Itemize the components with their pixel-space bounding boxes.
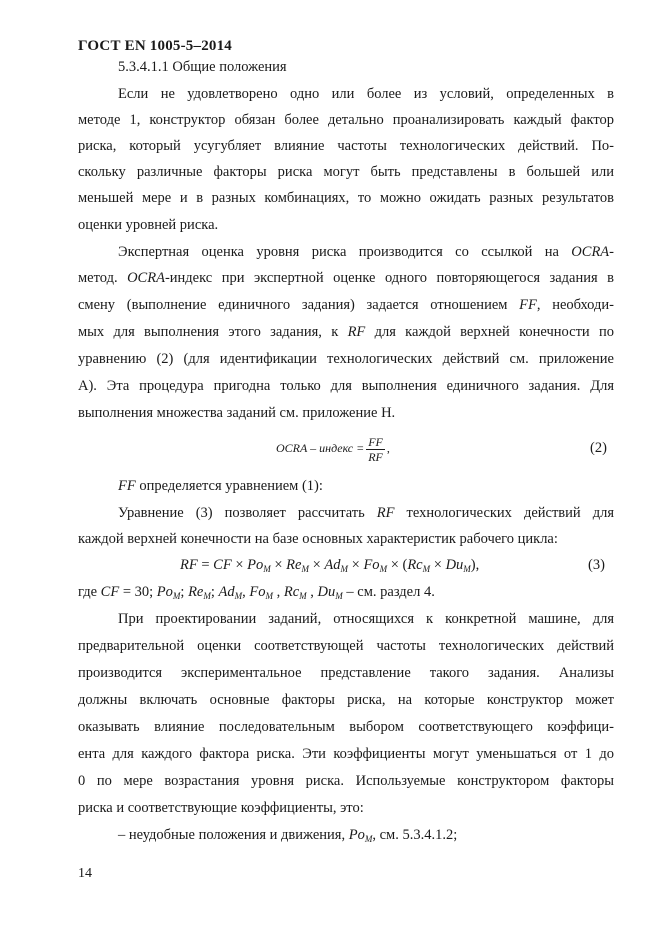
paragraph4-line: предварительной оценки соответствующей частоты технологических действий xyxy=(78,638,614,654)
list-dash: – xyxy=(118,827,126,843)
equation-3-number: (3) xyxy=(588,557,605,573)
page-number: 14 xyxy=(78,866,92,881)
section-heading: 5.3.4.1.1 Общие положения xyxy=(118,59,287,75)
paragraph2-line: выполнения множества заданий см. приложение Н. xyxy=(78,405,396,421)
paragraph4-line: производится экспериментальное представление такого задания. Анализы xyxy=(78,665,614,681)
paragraph3-line: каждой верхней конечности на базе основных характеристик рабочего цикла: xyxy=(78,531,558,547)
paragraph2-line: Экспертная оценка уровня риска производится со ссылкой на OCRA- xyxy=(118,244,614,260)
paragraph2-line: А). Эта процедура пригодна только для выполнения единичного задания. Для xyxy=(78,378,614,394)
equation-3: RF = CF × $Po_M \times Re_M \times Ad_M \times Fo_M \times (Rc_M \times Du_M)$, xyxy=(180,557,480,574)
document-header: ГОСТ EN 1005-5–2014 xyxy=(78,38,232,54)
paragraph1-line: оценки уровней риска. xyxy=(78,217,219,233)
paragraph1-line: меньшей мере и в разных комбинациях, то можно ожидать разных результатов xyxy=(78,190,614,206)
paragraph2-line: мых для выполнения этого задания, к RF для каждой верхней конечности по xyxy=(78,324,614,340)
paragraph4-line: ента для каждого фактора риска. Эти коэффициенты могут уменьшаться от 1 до xyxy=(78,746,614,762)
equation-2-number: (2) xyxy=(590,440,607,456)
paragraph1-line: Если не удовлетворено одно или более из условий, определенных в xyxy=(118,86,614,102)
list-item: – неудобные положения и движения, $Po_M$, см. 5.3.4.1.2; xyxy=(118,827,458,844)
paragraph1-line: методе 1, конструктор обязан более детально проанализировать каждый фактор xyxy=(78,112,614,128)
ff-definition: FF определяется уравнением (1): xyxy=(118,478,323,494)
equation-2-fraction: $\frac{FF}{RF}$ xyxy=(368,434,383,464)
paragraph4-line: должны включать основные факторы риска, на которые конструктор может xyxy=(78,692,614,708)
paragraph1-line: скольку различные факторы риска могут быть представлены в большей или xyxy=(78,164,614,180)
paragraph1-line: риска, который усугубляет влияние частоты технологических действий. По- xyxy=(78,138,614,154)
paragraph2-line: смену (выполнение единичного задания) задается отношением FF, необходи- xyxy=(78,297,614,313)
equation-2: OCRA – индекс = $\frac{FF}{RF}$ , xyxy=(276,434,390,464)
paragraph3-line: Уравнение (3) позволяет рассчитать RF технологических действий для xyxy=(118,505,614,521)
paragraph4-line: 0 по мере возрастания уровня риска. Используемые конструктором факторы xyxy=(78,773,614,789)
where-line: где CF = 30; $Po_M$; $Re_M$; $Ad_M$, $Fo_M$ , $Rc_M$ , $Du_M$ – см. раздел 4. xyxy=(78,584,435,601)
paragraph4-line: оказывать влияние последовательным выбором соответствующего коэффици- xyxy=(78,719,614,735)
paragraph2-line: метод. OCRA-индекс при экспертной оценке одного повторяющегося задания в xyxy=(78,270,614,286)
paragraph4-line: риска и соответствующие коэффициенты, это: xyxy=(78,800,364,816)
equation-2-lhs: OCRA – индекс = xyxy=(276,441,365,455)
paragraph2-line: уравнению (2) (для идентификации технологических действий см. приложение xyxy=(78,351,614,367)
paragraph4-line: При проектировании заданий, относящихся к конкретной машине, для xyxy=(118,611,614,627)
